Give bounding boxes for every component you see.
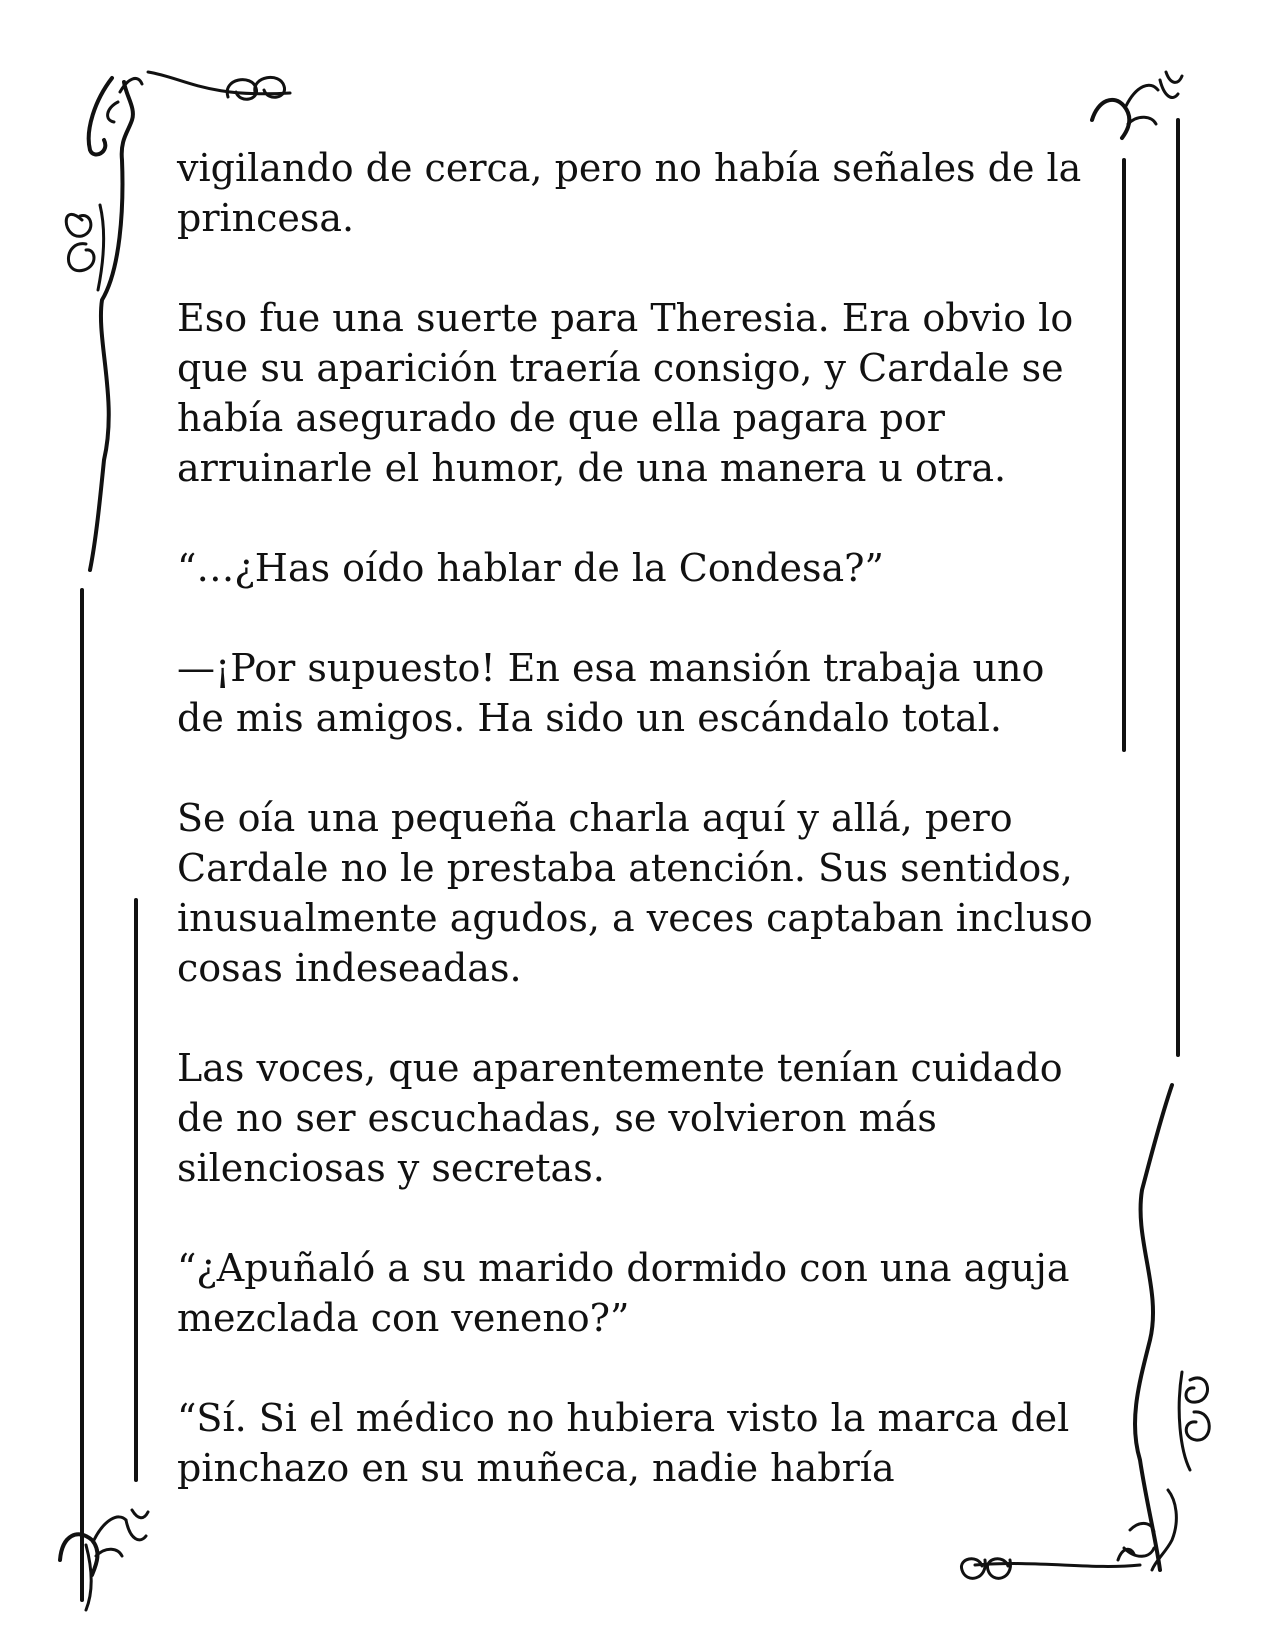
text-line: vigilando de cerca, pero no había señales de la	[177, 146, 1082, 190]
text-line: “Sí. Si el médico no hubiera visto la marca del	[177, 1396, 1070, 1440]
paragraph	[177, 793, 1097, 993]
text-line: había asegurado de que ella pagara por	[177, 396, 945, 440]
text-line: “…¿Has oído hablar de la Condesa?”	[177, 546, 884, 590]
paragraph	[177, 1393, 1097, 1493]
paragraph	[177, 143, 1097, 243]
chapter-body-text	[177, 143, 1097, 1493]
text-line: de mis amigos. Ha sido un escándalo total.	[177, 696, 1002, 740]
text-line: “¿Apuñaló a su marido dormido con una aguja	[177, 1246, 1070, 1290]
bottom-left-flourish	[60, 1510, 148, 1610]
text-line: Eso fue una suerte para Theresia. Era obvio lo	[177, 296, 1074, 340]
text-line: —¡Por supuesto! En esa mansión trabaja uno	[177, 646, 1045, 690]
text-line: silenciosas y secretas.	[177, 1146, 605, 1190]
text-line: cosas indeseadas.	[177, 946, 522, 990]
paragraph	[177, 643, 1097, 743]
text-line: princesa.	[177, 196, 355, 240]
text-line: que su aparición traería consigo, y Cardale se	[177, 346, 1064, 390]
text-line: de no ser escuchadas, se volvieron más	[177, 1096, 937, 1140]
top-right-flourish	[1092, 72, 1182, 138]
text-line: Cardale no le prestaba atención. Sus sentidos,	[177, 846, 1073, 890]
text-line: arruinarle el humor, de una manera u otra.	[177, 446, 1007, 490]
paragraph	[177, 1043, 1097, 1193]
text-line: mezclada con veneno?”	[177, 1296, 630, 1340]
text-line: Se oía una pequeña charla aquí y allá, pero	[177, 796, 1013, 840]
paragraph	[177, 293, 1097, 493]
text-line: Las voces, que aparentemente tenían cuidado	[177, 1046, 1063, 1090]
paragraph	[177, 543, 1097, 593]
text-line: inusualmente agudos, a veces captaban incluso	[177, 896, 1093, 940]
text-line: pinchazo en su muñeca, nadie habría	[177, 1446, 895, 1490]
paragraph	[177, 1243, 1097, 1343]
